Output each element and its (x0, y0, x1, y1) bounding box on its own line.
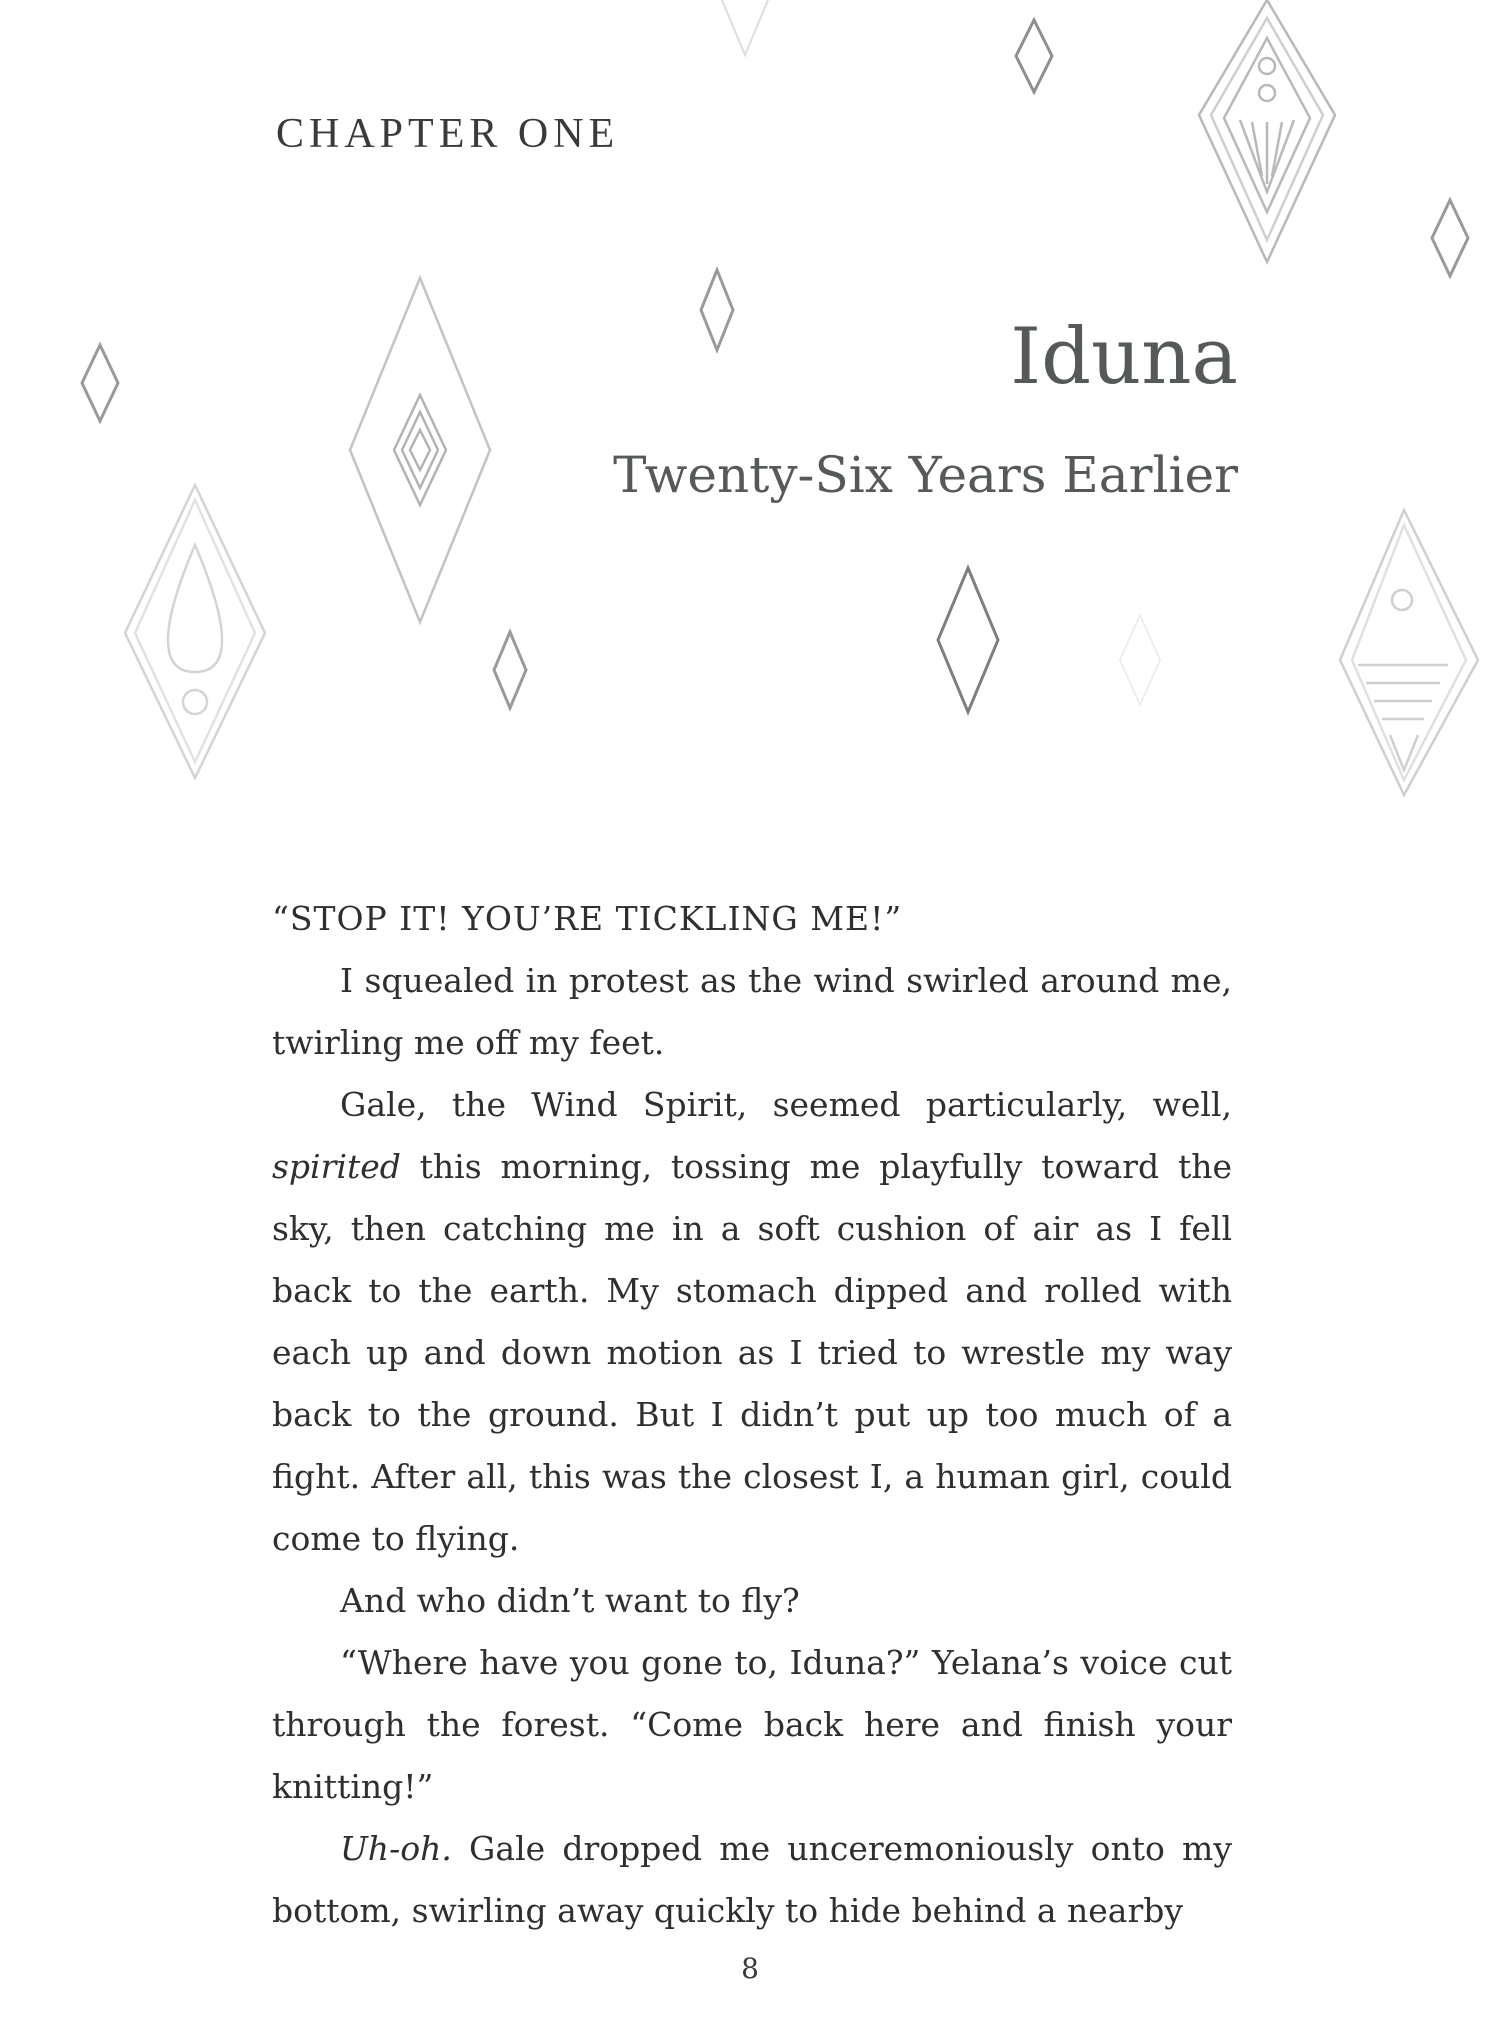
paragraph-text: this morning, tossing me playfully toward the sky, then catching me in a soft cushion of air as I fell back to the earth. My stomach dipped and rolled with each up and down motion as I tried to wrestle my way back to the ground. But I didn’t put up too much of a fight. After all, this was the closest I, a human girl, could come to flying. (272, 1147, 1232, 1558)
paragraph (272, 1818, 1232, 1942)
chapter-subtitle: Twenty-Six Years Earlier (613, 446, 1238, 504)
chapter-body (272, 888, 1232, 1942)
diamond-ornament-icon (1120, 615, 1160, 705)
paragraph: I squealed in protest as the wind swirled around me, twirling me off my feet. (272, 961, 1232, 1062)
diamond-ornament-icon (1432, 200, 1468, 276)
paragraph-text: Gale dropped me unceremoniously onto my bottom, swirling away quickly to hide behind a nearby (272, 1829, 1232, 1930)
paragraph-text: Gale, the Wind Spirit, seemed particularly, well, (340, 1085, 1232, 1124)
diamond-ornament-icon (1016, 20, 1052, 92)
chapter-label: CHAPTER ONE (276, 111, 620, 157)
emphasized-text: Uh-oh. (340, 1829, 452, 1868)
diamond-ornament-icon (494, 632, 526, 708)
teardrop-diamond-ornament-icon (125, 485, 265, 778)
paragraph: And who didn’t want to fly? (340, 1581, 800, 1620)
patterned-diamond-ornament-icon (1199, 0, 1335, 262)
opening-line: “STOP IT! YOU’RE TICKLING ME!” (272, 899, 903, 938)
striped-diamond-ornament-icon (1340, 510, 1478, 795)
diamond-ornament-icon (722, 0, 768, 55)
nested-diamond-ornament-icon (350, 278, 490, 622)
paragraph: “Where have you gone to, Iduna?” Yelana’s voice cut through the forest. “Come back here and finish your knitting!” (272, 1643, 1232, 1806)
diamond-ornament-icon (938, 568, 998, 712)
chapter-title: Iduna (1010, 312, 1238, 402)
emphasized-text: spirited (272, 1147, 401, 1186)
diamond-ornament-icon (701, 270, 733, 350)
diamond-ornament-icon (82, 345, 118, 421)
page-number: 8 (741, 1952, 759, 1985)
paragraph (272, 1074, 1232, 1570)
